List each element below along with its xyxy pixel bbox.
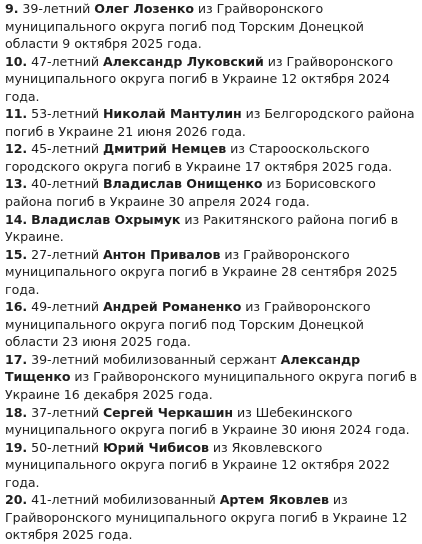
item-number: 20. (5, 492, 28, 508)
list-item (5, 298, 419, 351)
item-number: 18. (5, 404, 28, 420)
item-prefix: 45-летний (27, 141, 103, 157)
list-item (5, 246, 419, 299)
item-prefix: 47-летний (27, 53, 103, 69)
casualty-list (5, 0, 419, 544)
item-number: 12. (5, 141, 28, 157)
person-name: Владислав Охрымук (31, 211, 181, 227)
item-details: из Грайворонского муниципального округа погиб в Украине 12 октября 2024 года. (5, 53, 393, 104)
list-item (5, 0, 419, 53)
item-number: 19. (5, 439, 28, 455)
item-number: 9. (5, 1, 19, 16)
person-name: Олег Лозенко (94, 1, 194, 16)
person-name: Александр Луковский (102, 53, 264, 69)
item-prefix: 39-летний мобилизованный сержант (27, 351, 281, 367)
list-item (5, 175, 419, 210)
list-item (5, 351, 419, 404)
item-number: 13. (5, 176, 28, 192)
item-number: 11. (5, 106, 28, 122)
item-details: из Грайворонского муниципального округа погиб в Украине 28 сентября 2025 года. (5, 246, 398, 297)
item-prefix: 27-летний (27, 246, 103, 262)
person-name: Александр Тищенко (5, 351, 361, 385)
list-item (5, 105, 419, 140)
item-details: из Старооскольского городского округа погиб в Украине 17 октября 2025 года. (5, 141, 393, 174)
person-name: Николай Мантулин (102, 106, 242, 122)
item-details: из Грайворонского муниципального округа погиб в Украине 12 октября 2025 года. (5, 492, 408, 543)
list-item (5, 491, 419, 544)
item-details: из Грайворонского муниципального округа погиб под Торским Донецкой области 9 октября 2025 года. (5, 1, 364, 52)
item-prefix: 49-летний (27, 299, 103, 315)
item-details: из Белгородского района погиб в Украине 21 июня 2026 года. (5, 106, 415, 139)
item-prefix: 40-летний (27, 176, 103, 192)
item-details: из Грайворонского муниципального округа погиб под Торским Донецкой области 23 июня 2025 года. (5, 299, 371, 350)
item-prefix: 53-летний (27, 106, 103, 122)
item-details: из Шебекинского муниципального округа погиб в Украине 30 июня 2024 года. (5, 404, 410, 438)
person-name: Сергей Черкашин (102, 404, 233, 420)
list-item (5, 211, 419, 246)
item-details: из Яковлевского муниципального округа погиб в Украине 12 октября 2022 года. (5, 439, 391, 490)
person-name: Владислав Онищенко (102, 176, 263, 192)
item-details: из Борисовского района погиб в Украине 30 апреля 2024 года. (5, 176, 376, 210)
person-name: Артем Яковлев (219, 492, 329, 508)
item-prefix: 39-летний (18, 1, 95, 16)
item-details: из Ракитянского района погиб в Украине. (5, 211, 399, 245)
item-number: 17. (5, 351, 28, 367)
item-details: из Грайворонского муниципального округа погиб в Украине 16 декабря 2025 года. (5, 369, 417, 403)
item-number: 15. (5, 246, 28, 262)
item-prefix: 50-летний (27, 439, 103, 455)
person-name: Дмитрий Немцев (102, 141, 227, 157)
item-prefix: 41-летний мобилизованный (27, 492, 220, 508)
item-number: 16. (5, 299, 28, 315)
item-number: 10. (5, 53, 28, 69)
person-name: Антон Привалов (102, 246, 221, 262)
item-number: 14. (5, 211, 28, 227)
list-item (5, 140, 419, 175)
person-name: Андрей Романенко (102, 299, 242, 315)
person-name: Юрий Чибисов (102, 439, 209, 455)
list-item (5, 404, 419, 439)
item-prefix: 37-летний (27, 404, 103, 420)
list-item (5, 439, 419, 492)
list-item (5, 53, 419, 106)
